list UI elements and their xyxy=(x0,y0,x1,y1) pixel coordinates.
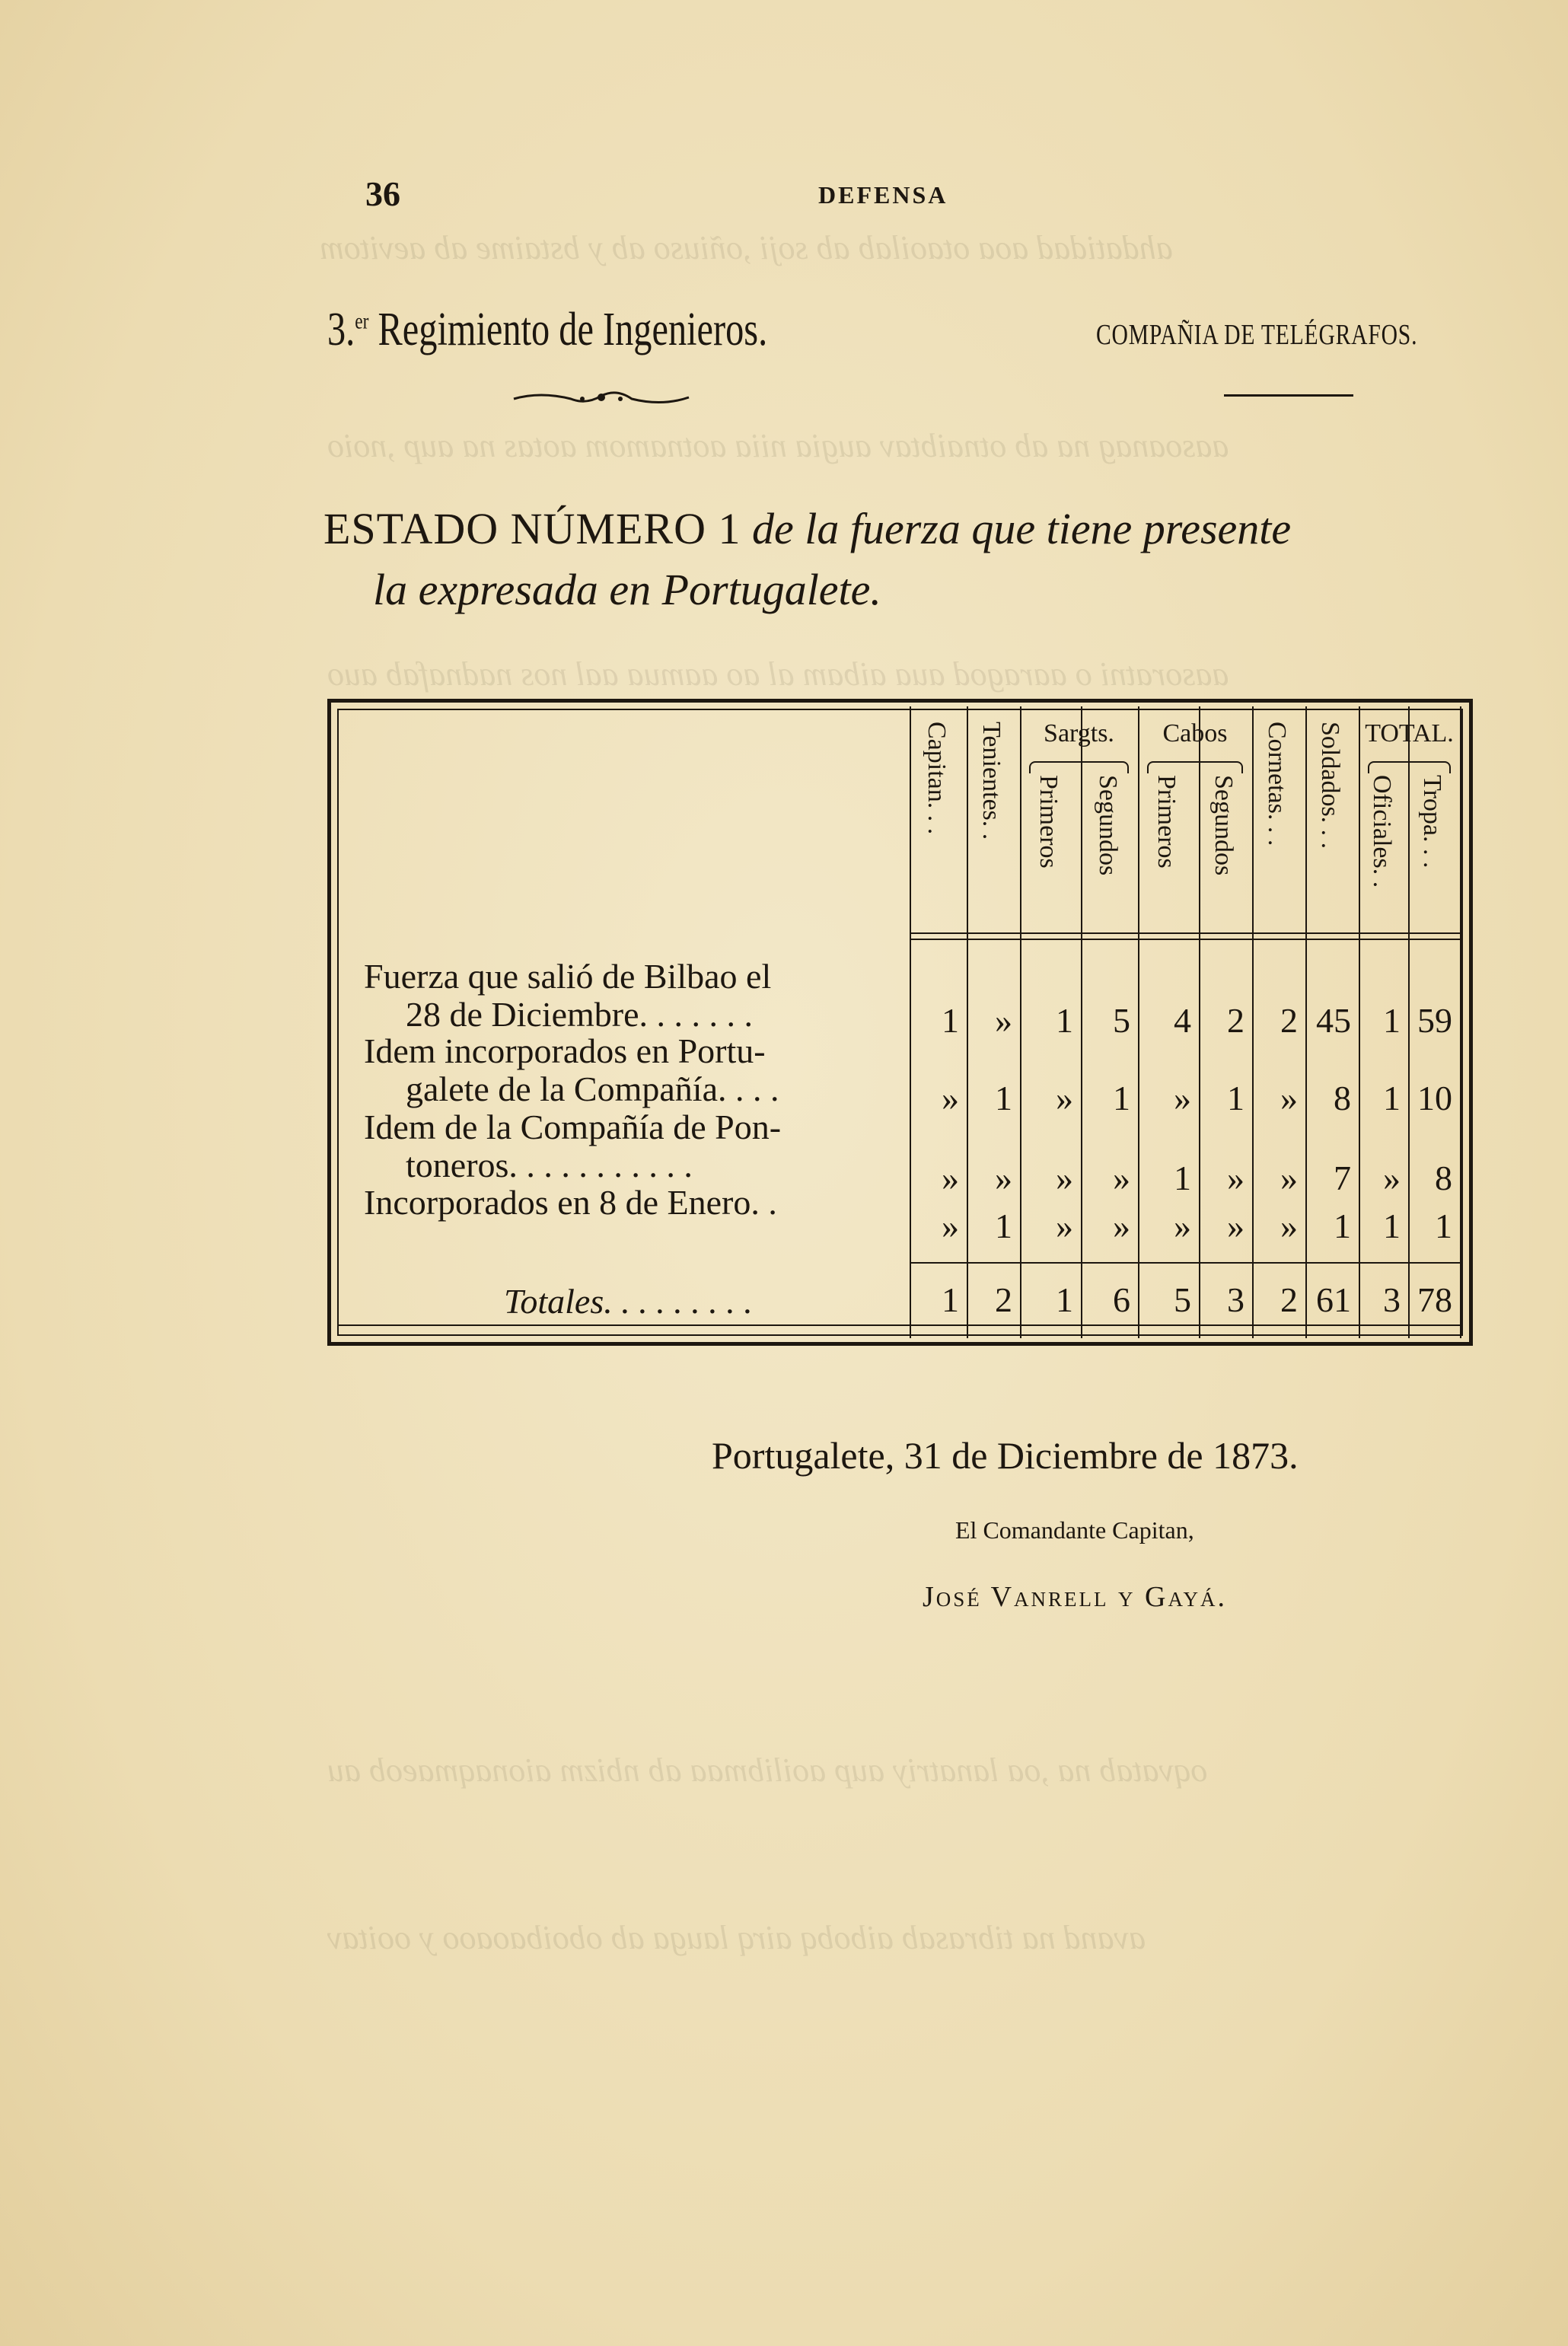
column-group-header: Sargts. xyxy=(1044,719,1114,747)
column-group-header: Cabos xyxy=(1162,719,1228,747)
table-cell: 1 xyxy=(1334,1206,1351,1245)
column-header: Cornetas. . . xyxy=(1263,722,1291,846)
totals-cell: 6 xyxy=(1113,1280,1130,1319)
totals-cell: 5 xyxy=(1174,1280,1191,1319)
regiment-name xyxy=(327,303,767,357)
totals-cell: 2 xyxy=(995,1280,1012,1319)
place-date: Portugalete, 31 de Diciembre de 1873. xyxy=(712,1434,1299,1477)
table-cell: 2 xyxy=(1227,1001,1245,1040)
totals-cell: 3 xyxy=(1227,1280,1245,1319)
table-cell: » xyxy=(995,1001,1012,1040)
table-cell: » xyxy=(1056,1159,1073,1197)
bleed-through: aasoanag na ab otnaibtav augia niia aotnamom aotas na aup ,noio xyxy=(327,427,1229,464)
table-cell: » xyxy=(995,1159,1012,1197)
column-header: Capitan. . . xyxy=(922,722,951,835)
row-label-line: Idem de la Compañía de Pon- xyxy=(364,1108,782,1146)
table-cell: » xyxy=(1227,1159,1245,1197)
totals-cell: 1 xyxy=(942,1280,959,1319)
table-cell: » xyxy=(1280,1159,1298,1197)
ornament-divider xyxy=(510,390,693,406)
column-group-header: TOTAL. xyxy=(1365,719,1454,747)
running-head: DEFENSA xyxy=(818,181,948,209)
row-label xyxy=(364,1108,781,1184)
table-cell: » xyxy=(1113,1206,1130,1245)
header-rule xyxy=(910,932,1460,934)
row-label-line: galete de la Compañía. . . . xyxy=(406,1069,779,1108)
totals-cell: 78 xyxy=(1417,1280,1452,1319)
table-cell: » xyxy=(1056,1079,1073,1117)
column-header: Segundos xyxy=(1093,775,1122,876)
table-cell: 10 xyxy=(1417,1079,1452,1117)
page-number: 36 xyxy=(365,174,400,213)
column-header: Oficiales. . xyxy=(1367,775,1396,888)
signer-rank: El Comandante Capitan, xyxy=(955,1516,1194,1544)
row-label-line: Incorporados en 8 de Enero. . xyxy=(364,1183,777,1222)
table-cell: 1 xyxy=(1383,1079,1401,1117)
table-cell: 1 xyxy=(995,1206,1012,1245)
row-label-line: Idem incorporados en Portu- xyxy=(364,1031,766,1070)
bleed-through: oqvatab na ,oa lanatriy aup aoilibmaa ab nbizm aionaqmaeob au xyxy=(327,1752,1208,1789)
totals-cell: 2 xyxy=(1280,1280,1298,1319)
title-line2: la expresada en Portugalete. xyxy=(373,565,881,614)
table-cell: 8 xyxy=(1435,1159,1452,1197)
bleed-through: avand na tibrasab aibobq airq lauga ab oboibaoaoo y ooitav xyxy=(327,1919,1146,1956)
group-brace xyxy=(1147,761,1243,773)
table-cell: » xyxy=(942,1206,959,1245)
row-label xyxy=(364,1184,777,1222)
table-cell: » xyxy=(1227,1206,1245,1245)
table-cell: 1 xyxy=(1435,1206,1452,1245)
regiment-label: Regimiento de Ingenieros. xyxy=(378,304,768,355)
group-brace xyxy=(1029,761,1129,773)
table-cell: 45 xyxy=(1316,1001,1351,1040)
row-label-line: Fuerza que salió de Bilbao el xyxy=(364,957,772,996)
totals-cell: 1 xyxy=(1056,1280,1073,1319)
table-cell: 2 xyxy=(1280,1001,1298,1040)
totals-rule xyxy=(339,1324,1460,1326)
table-cell: » xyxy=(942,1159,959,1197)
totals-cell: 3 xyxy=(1383,1280,1401,1319)
table-cell: » xyxy=(1280,1206,1298,1245)
table-cell: 59 xyxy=(1417,1001,1452,1040)
table-cell: » xyxy=(1174,1206,1191,1245)
table-cell: 8 xyxy=(1334,1079,1351,1117)
bleed-through: ahdatidad aoa otaoilab ab soji ,oñiuso ab y bstaime ab aevitom xyxy=(320,229,1173,266)
table-cell: » xyxy=(942,1079,959,1117)
totals-label: Totales. . . . . . . . . xyxy=(504,1282,753,1321)
table-cell: » xyxy=(1174,1079,1191,1117)
column-rule xyxy=(1460,706,1461,1338)
column-header: Tenientes. . xyxy=(977,722,1005,840)
header-rule xyxy=(910,939,1460,940)
document-title xyxy=(323,499,1473,620)
signer-name: José Vanrell y Gayá. xyxy=(923,1581,1227,1613)
company-name: COMPAÑIA DE TELÉGRAFOS. xyxy=(1096,319,1418,351)
table-cell: 7 xyxy=(1334,1159,1351,1197)
table-cell: » xyxy=(1280,1079,1298,1117)
table-cell: » xyxy=(1056,1206,1073,1245)
title-rest: de la fuerza que tiene presente xyxy=(751,504,1292,553)
table-cell: 5 xyxy=(1113,1001,1130,1040)
table-cell: » xyxy=(1113,1159,1130,1197)
column-header: Segundos xyxy=(1209,775,1238,876)
table-cell: 1 xyxy=(1383,1001,1401,1040)
rule-divider xyxy=(1224,394,1353,397)
table-cell: 1 xyxy=(1113,1079,1130,1117)
table-cell: 1 xyxy=(995,1079,1012,1117)
row-label-line: toneros. . . . . . . . . . . xyxy=(406,1146,693,1184)
table-cell: » xyxy=(1383,1159,1401,1197)
table-cell: 1 xyxy=(1383,1206,1401,1245)
row-label xyxy=(364,958,771,1034)
regiment-ordinal-sup: er xyxy=(355,308,369,334)
table-cell: 1 xyxy=(1056,1001,1073,1040)
column-header: Tropa. . . xyxy=(1418,775,1446,869)
regiment-ordinal: 3. xyxy=(327,304,355,355)
column-header: Soldados. . . xyxy=(1316,722,1344,849)
row-label-line: 28 de Diciembre. . . . . . . xyxy=(406,995,754,1034)
group-brace xyxy=(1368,761,1451,773)
row-label xyxy=(364,1032,779,1108)
column-header: Primeros xyxy=(1152,775,1181,869)
title-lead: ESTADO NÚMERO 1 xyxy=(323,504,741,553)
table-cell: 1 xyxy=(942,1001,959,1040)
totals-rule xyxy=(910,1262,1460,1264)
bleed-through: aasoratni o aaragod aua aibam al ao aamua aal nos nadnafab auo xyxy=(327,655,1229,693)
totals-cell: 61 xyxy=(1316,1280,1351,1319)
table-cell: 1 xyxy=(1174,1159,1191,1197)
column-header: Primeros xyxy=(1034,775,1063,869)
table-cell: 1 xyxy=(1227,1079,1245,1117)
table-cell: 4 xyxy=(1174,1001,1191,1040)
